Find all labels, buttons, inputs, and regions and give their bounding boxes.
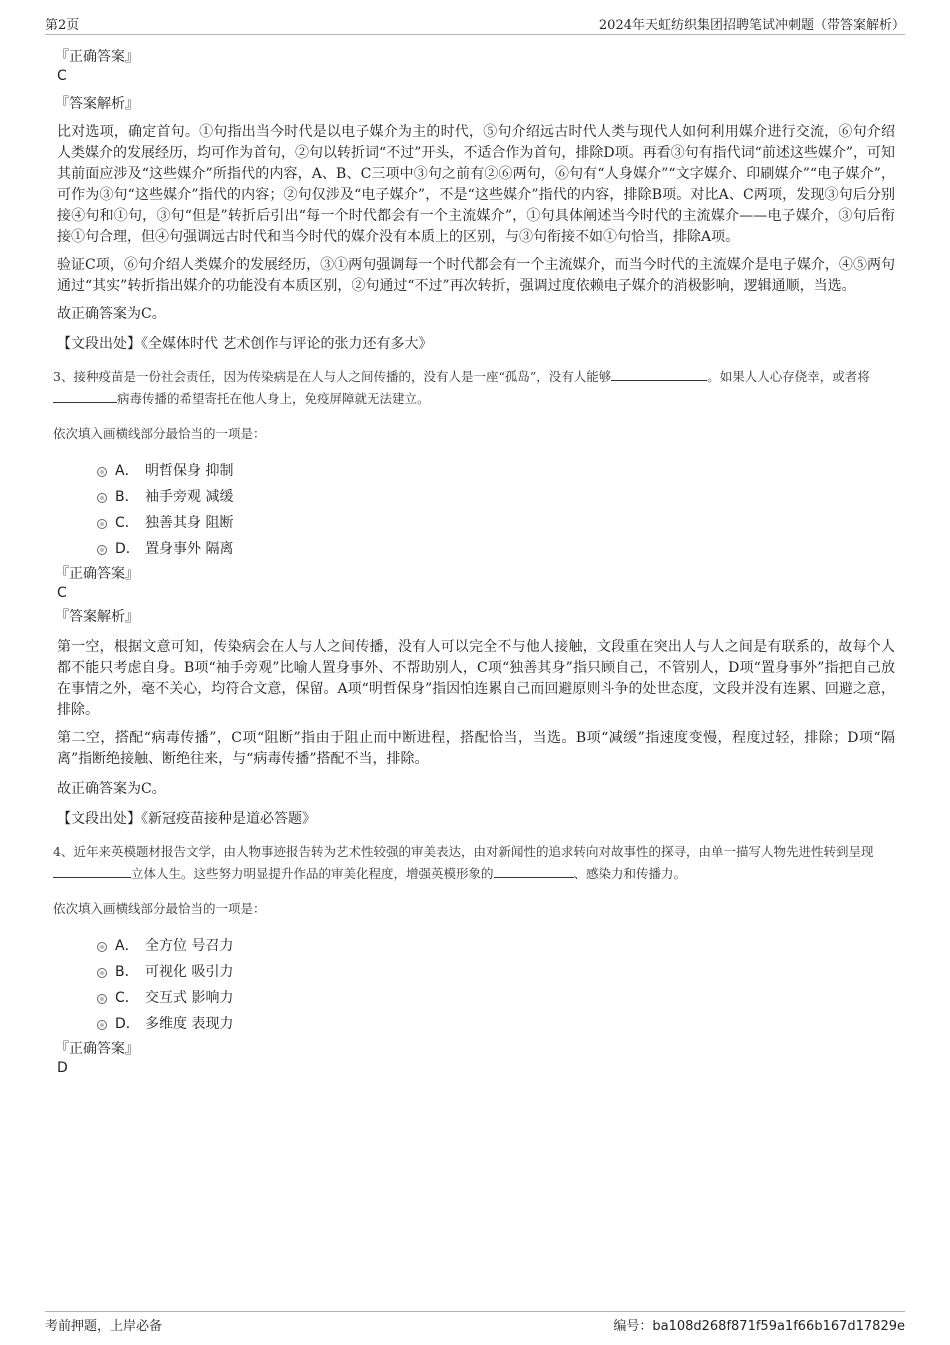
correct-answer: C <box>57 585 67 601</box>
document-title: 2024年天虹纺织集团招聘笔试冲刺题（带答案解析） <box>598 18 905 33</box>
radio-button[interactable] <box>97 1020 107 1030</box>
radio-button[interactable] <box>97 942 107 952</box>
radio-button[interactable] <box>97 994 107 1004</box>
analysis-paragraph: 第一空，根据文意可知，传染病会在人与人之间传播，没有人可以完全不与他人接触，文段重在突出人与人之间是有联系的，故每个人都不能只考虑自身。B项“袖手旁观”比喻人置身事外、不帮助别人，C项“独善其身”指只顾自己，不管别人，D项“置身事外”指把自己放在事情之外，毫不关心，均符合文意，保留。A项“明哲保身”指因怕连累自己而回避原则斗争的处世态度，文段并没有连累、回避之意，排除。 <box>57 639 895 718</box>
document-id-label: 编号： <box>613 1319 653 1334</box>
correct-answer: C <box>57 68 67 84</box>
radio-button[interactable] <box>97 493 107 503</box>
option-d[interactable]: D． 置身事外 隔离 <box>97 536 895 562</box>
option-c[interactable]: C． 独善其身 阻断 <box>97 510 895 536</box>
question-stem-part: 4、近年来英模题材报告文学，由人物事迹报告转为艺术性较强的审美表达，由对新闻性的追求转向对故事性的探寻，由单一描写人物先进性转到呈现 <box>53 844 874 859</box>
correct-answer-label: 『正确答案』 <box>55 1041 139 1057</box>
analysis-conclusion: 故正确答案为C。 <box>57 781 166 797</box>
passage-source: 【文段出处】《新冠疫苗接种是道必答题》 <box>57 811 316 827</box>
option-c[interactable]: C． 交互式 影响力 <box>97 985 895 1011</box>
answer-blank <box>53 388 117 403</box>
option-a[interactable]: A． 全方位 号召力 <box>97 933 895 959</box>
answer-blank <box>611 366 707 381</box>
question-prompt: 依次填入画横线部分最恰当的一项是： <box>53 901 266 916</box>
question-stem-part: 。如果人人心存侥幸，或者将 <box>707 369 870 384</box>
radio-button[interactable] <box>97 545 107 555</box>
document-id-code: ba108d268f871f59a1f66b167d17829e <box>652 1319 905 1334</box>
question-stem-part: 3、接种疫苗是一份社会责任，因为传染病是在人与人之间传播的，没有人是一座“孤岛”，没有人能够 <box>53 369 612 384</box>
document-id <box>613 1315 905 1334</box>
correct-answer-label: 『正确答案』 <box>55 566 139 582</box>
correct-answer-label: 『正确答案』 <box>55 49 139 65</box>
question-stem-part: 立体人生。这些努力明显提升作品的审美化程度，增强英模形象的 <box>131 866 494 881</box>
footer-slogan: 考前押题，上岸必备 <box>45 1319 163 1334</box>
analysis-paragraph: 第二空，搭配“病毒传播”，C项“阻断”指由于阻止而中断进程，搭配恰当，当选。B项“减缓”指速度变慢，程度过轻，排除；D项“隔离”指断绝接触、断绝往来，与“病毒传播”搭配不当，排除。 <box>57 730 895 767</box>
option-b[interactable]: B． 可视化 吸引力 <box>97 959 895 985</box>
question-stem-part: 病毒传播的希望寄托在他人身上，免疫屏障就无法建立。 <box>117 391 430 406</box>
analysis-label: 『答案解析』 <box>55 96 139 112</box>
passage-source: 【文段出处】《全媒体时代 艺术创作与评论的张力还有多大》 <box>57 336 433 352</box>
option-list <box>57 458 895 562</box>
question-stem <box>53 841 895 885</box>
question-prompt: 依次填入画横线部分最恰当的一项是： <box>53 426 266 441</box>
option-list <box>57 933 895 1037</box>
analysis-paragraph: 验证C项，⑥句介绍人类媒介的发展经历，③①两句强调每一个时代都会有一个主流媒介，而当今时代的主流媒介是电子媒介，④⑤两句通过“其实”转折指出媒介的功能没有本质区别，②句通过“不过”再次转折，强调过度依赖电子媒介的消极影响，逻辑通顺，当选。 <box>57 257 895 294</box>
question-stem <box>53 366 895 410</box>
analysis-conclusion: 故正确答案为C。 <box>57 306 166 322</box>
question-stem-part: 、感染力和传播力。 <box>573 866 687 881</box>
page-footer <box>45 1311 905 1336</box>
page-header <box>45 12 905 35</box>
option-d[interactable]: D． 多维度 表现力 <box>97 1011 895 1037</box>
document-body <box>53 47 895 1078</box>
radio-button[interactable] <box>97 519 107 529</box>
analysis-paragraph: 比对选项，确定首句。①句指出当今时代是以电子媒介为主的时代，⑤句介绍远古时代人类与现代人如何利用媒介进行交流，⑥句介绍人类媒介的发展经历，均可作为首句，②句以转折词“不过”开头，不适合作为首句，排除D项。再看③句有指代词“前述这些媒介”，可知其前面应涉及“这些媒介”所指代的内容，A、B、C三项中③句之前有②⑥两句，⑥句有“人身媒介”“文字媒介、印刷媒介”“电子媒介”，可作为③句“这些媒介”指代的内容；②句仅涉及“电子媒介”，不是“这些媒介”指代的内容，排除B项。对比A、C两项，发现③句后分别接④句和①句，③句“但是”转折后引出“每一个时代都会有一个主流媒介”，①句具体阐述当今时代的主流媒介——电子媒介，③句后衔接①句合理，但④句强调远古时代和当今时代的媒介没有本质上的区别，与③句衔接不如①句恰当，排除A项。 <box>57 124 895 245</box>
analysis-label: 『答案解析』 <box>55 609 139 625</box>
option-b[interactable]: B． 袖手旁观 减缓 <box>97 484 895 510</box>
radio-button[interactable] <box>97 467 107 477</box>
correct-answer: D <box>57 1060 68 1076</box>
radio-button[interactable] <box>97 968 107 978</box>
answer-blank <box>494 863 574 878</box>
answer-blank <box>53 863 131 878</box>
option-a[interactable]: A． 明哲保身 抑制 <box>97 458 895 484</box>
page-number: 第2页 <box>45 18 80 33</box>
